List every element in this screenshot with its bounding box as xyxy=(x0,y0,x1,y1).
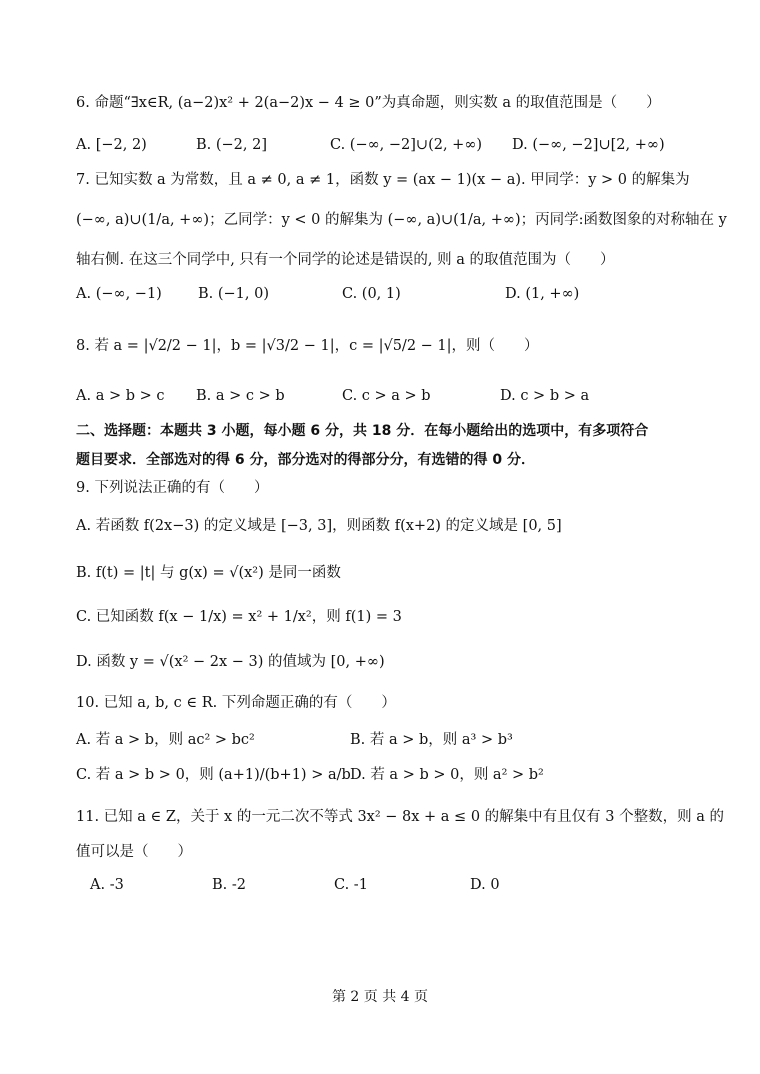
q8-option-a: A. a > b > c xyxy=(76,388,165,404)
q11-option-b: B. -2 xyxy=(212,877,246,893)
q6-option-c: C. (−∞, −2]∪(2, +∞) xyxy=(330,137,483,153)
q7-option-b: B. (−1, 0) xyxy=(198,286,270,302)
section-2-heading-line-2: 题目要求．全部选对的得 6 分，部分选对的得部分分，有选错的得 0 分． xyxy=(76,452,535,468)
q8-option-c: C. c > a > b xyxy=(342,388,431,404)
q11-line-2: 值可以是（ ） xyxy=(76,844,192,860)
q9-option-b: B. f(t) = |t| 与 g(x) = √(x²) 是同一函数 xyxy=(76,565,341,581)
q10-option-a: A. 若 a > b，则 ac² > bc² xyxy=(76,732,255,748)
q9-option-a: A. 若函数 f(2x−3) 的定义域是 [−3, 3]，则函数 f(x+2) 的定义域是 [0, 5] xyxy=(76,518,562,534)
q10-stem: 10. 已知 a, b, c ∈ R. 下列命题正确的有（ ） xyxy=(76,695,396,711)
q9-option-c: C. 已知函数 f(x − 1/x) = x² + 1/x²，则 f(1) = 3 xyxy=(76,609,402,625)
q8-stem: 8. 若 a = |√2/2 − 1|，b = |√3/2 − 1|，c = |√5/2 − 1|，则（ ） xyxy=(76,338,539,354)
q8-option-b: B. a > c > b xyxy=(196,388,285,404)
q7-line-3: 轴右侧. 在这三个同学中, 只有一个同学的论述是错误的, 则 a 的取值范围为（ ） xyxy=(76,252,615,268)
q7-line-2: (−∞, a)∪(1/a, +∞)；乙同学：y < 0 的解集为 (−∞, a)∪(1/a, +∞)；丙同学:函数图象的对称轴在 y xyxy=(76,212,727,228)
q7-option-d: D. (1, +∞) xyxy=(505,286,580,302)
q6-stem: 6. 命题“∃x∈R, (a−2)x² + 2(a−2)x − 4 ≥ 0”为真命题，则实数 a 的取值范围是（ ） xyxy=(76,95,661,111)
q10-option-c: C. 若 a > b > 0，则 (a+1)/(b+1) > a/b xyxy=(76,767,351,783)
q6-option-d: D. (−∞, −2]∪[2, +∞) xyxy=(512,137,665,153)
q8-option-d: D. c > b > a xyxy=(500,388,590,404)
q9-option-d: D. 函数 y = √(x² − 2x − 3) 的值域为 [0, +∞) xyxy=(76,654,385,670)
q7-line-1: 7. 已知实数 a 为常数，且 a ≠ 0, a ≠ 1，函数 y = (ax − 1)(x − a). 甲同学：y > 0 的解集为 xyxy=(76,172,690,188)
page-footer: 第 2 页 共 4 页 xyxy=(331,989,429,1005)
q11-option-d: D. 0 xyxy=(470,877,500,893)
q10-option-d: D. 若 a > b > 0，则 a² > b² xyxy=(350,767,544,783)
q11-line-1: 11. 已知 a ∈ Z，关于 x 的一元二次不等式 3x² − 8x + a ≤ 0 的解集中有且仅有 3 个整数，则 a 的 xyxy=(76,809,724,825)
section-2-heading-line-1: 二、选择题：本题共 3 小题，每小题 6 分，共 18 分．在每小题给出的选项中，有多项符合 xyxy=(76,423,649,439)
q10-option-b: B. 若 a > b，则 a³ > b³ xyxy=(350,732,513,748)
q11-option-a: A. -3 xyxy=(90,877,124,893)
q7-option-a: A. (−∞, −1) xyxy=(76,286,162,302)
q11-option-c: C. -1 xyxy=(334,877,368,893)
q6-option-a: A. [−2, 2) xyxy=(76,137,147,153)
q7-option-c: C. (0, 1) xyxy=(342,286,401,302)
q9-stem: 9. 下列说法正确的有（ ） xyxy=(76,480,269,496)
q6-option-b: B. (−2, 2] xyxy=(196,137,268,153)
